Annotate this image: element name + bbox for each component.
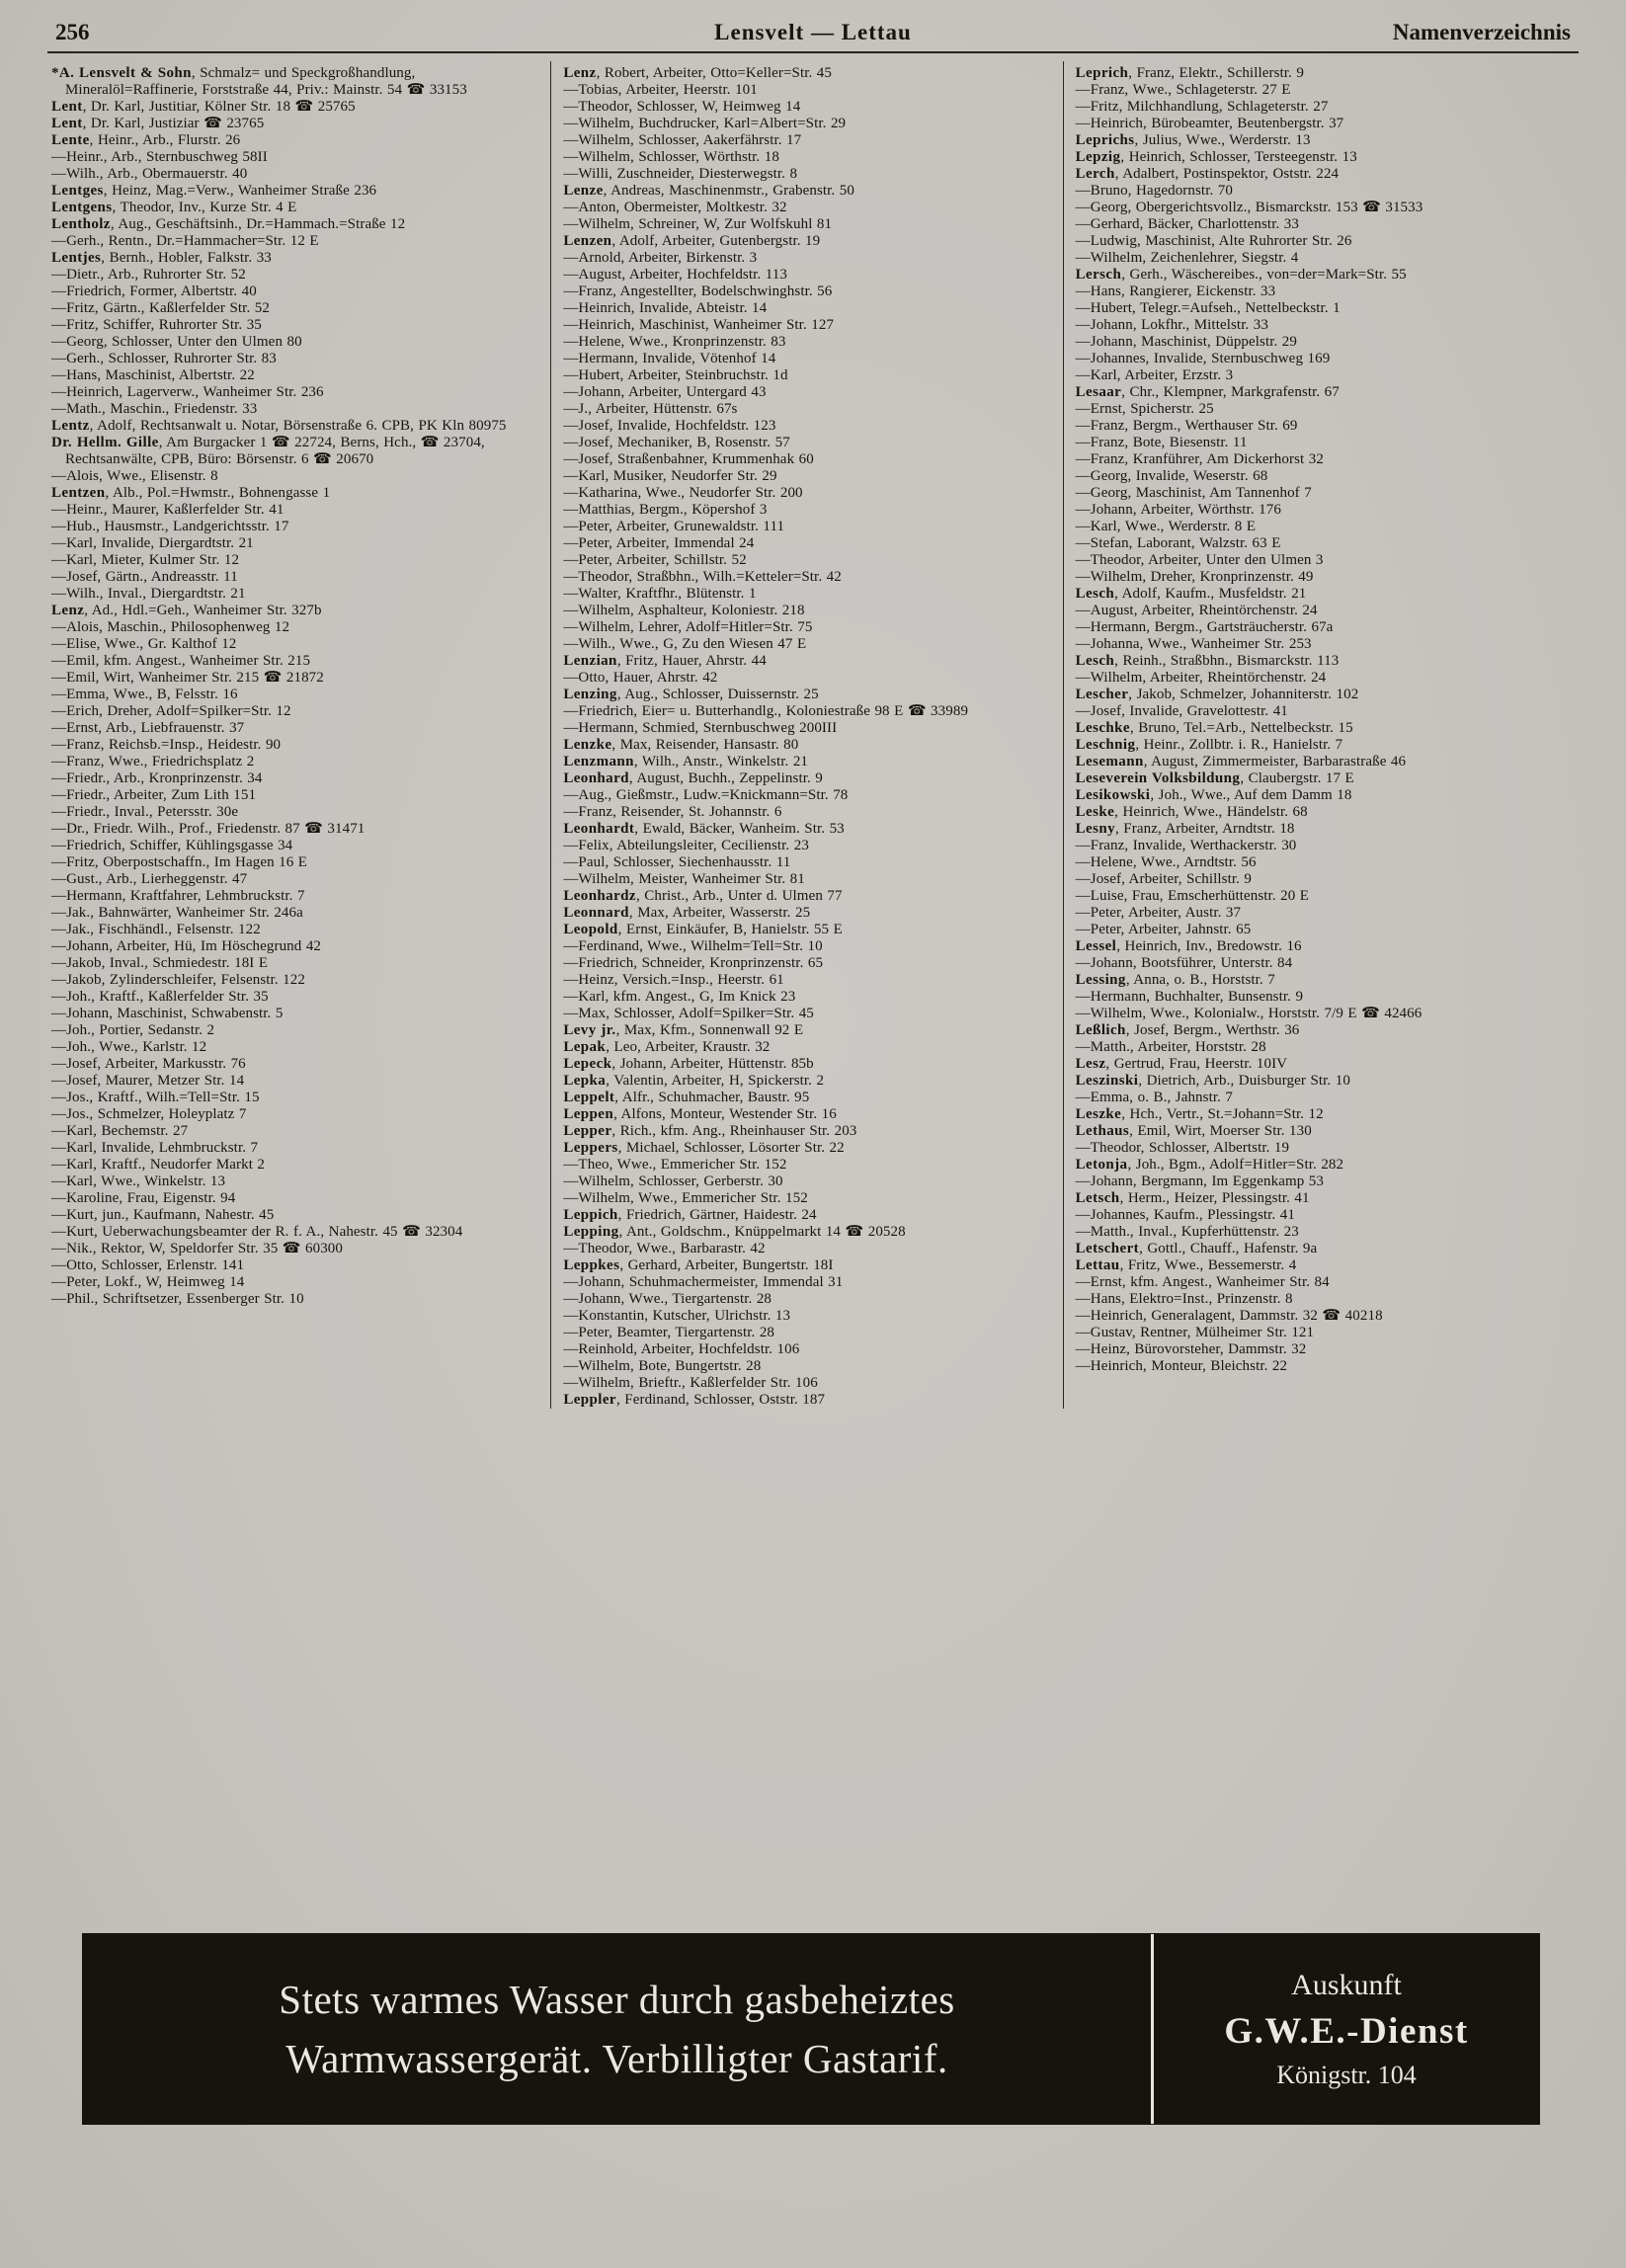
advertisement-banner [83, 1934, 1539, 2124]
directory-entry: Leppkes, Gerhard, Arbeiter, Bungertstr. 18I [563, 1257, 834, 1273]
directory-column-1 [51, 61, 550, 1409]
directory-entry: —Gerhard, Bäcker, Charlottenstr. 33 [1075, 216, 1299, 232]
directory-entry: —Max, Schlosser, Adolf=Spilker=Str. 45 [563, 1006, 814, 1021]
directory-entry: —Peter, Arbeiter, Austr. 37 [1075, 905, 1242, 921]
directory-entry: Leske, Heinrich, Wwe., Händelstr. 68 [1075, 804, 1308, 820]
directory-entry: Leppich, Friedrich, Gärtner, Haidestr. 24 [563, 1207, 817, 1223]
directory-entry: —Ernst, Spicherstr. 25 [1075, 401, 1214, 417]
directory-entry: —Josef, Arbeiter, Markusstr. 76 [51, 1056, 246, 1072]
header-rule [47, 51, 1579, 53]
directory-entry: —Johann, Arbeiter, Untergard 43 [563, 384, 767, 400]
directory-entry: —Ferdinand, Wwe., Wilhelm=Tell=Str. 10 [563, 938, 823, 954]
directory-entry: —Franz, Kranführer, Am Dickerhorst 32 [1075, 451, 1324, 467]
directory-entry: —Math., Maschin., Friedenstr. 33 [51, 401, 258, 417]
directory-entry: —Jak., Bahnwärter, Wanheimer Str. 246a [51, 905, 303, 921]
directory-entry: —Wilhelm, Asphalteur, Koloniestr. 218 [563, 603, 805, 618]
directory-entry: —Fritz, Schiffer, Ruhrorter Str. 35 [51, 317, 262, 333]
directory-entry: —Erich, Dreher, Adolf=Spilker=Str. 12 [51, 703, 291, 719]
directory-entry: *A. Lensvelt & Sohn, Schmalz= und Speckgroßhandlung, Mineralöl=Raffinerie, Forststraße 44, Priv.: Mainstr. 54 ☎ 33153 [51, 65, 467, 98]
directory-entry: Letsch, Herm., Heizer, Plessingstr. 41 [1075, 1190, 1310, 1206]
directory-entry: —Franz, Angestellter, Bodelschwinghstr. 56 [563, 284, 833, 299]
directory-entry: —Josef, Invalide, Hochfeldstr. 123 [563, 418, 776, 434]
directory-entry: —Josef, Mechaniker, B, Rosenstr. 57 [563, 435, 790, 450]
directory-columns [51, 61, 1575, 1409]
directory-entry: —Alois, Wwe., Elisenstr. 8 [51, 468, 218, 484]
directory-entry: Lepak, Leo, Arbeiter, Kraustr. 32 [563, 1039, 771, 1055]
directory-entry: —Gustav, Rentner, Mülheimer Str. 121 [1075, 1325, 1315, 1340]
directory-entry: —Johann, Bootsführer, Unterstr. 84 [1075, 955, 1293, 971]
directory-entry: —Nik., Rektor, W, Speldorfer Str. 35 ☎ 60300 [51, 1241, 344, 1256]
directory-entry: —Karl, Kraftf., Neudorfer Markt 2 [51, 1157, 266, 1173]
directory-entry: Leprichs, Julius, Wwe., Werderstr. 13 [1075, 132, 1311, 148]
directory-entry: Lenzen, Adolf, Arbeiter, Gutenbergstr. 19 [563, 233, 821, 249]
directory-entry: —Franz, Wwe., Friedrichsplatz 2 [51, 754, 255, 770]
directory-entry: —Karl, Invalide, Diergardtstr. 21 [51, 535, 254, 551]
directory-entry: —Emil, Wirt, Wanheimer Str. 215 ☎ 21872 [51, 670, 324, 686]
directory-entry: Letschert, Gottl., Chauff., Hafenstr. 9a [1075, 1241, 1318, 1256]
directory-entry: —Franz, Bergm., Werthauser Str. 69 [1075, 418, 1298, 434]
directory-entry: Letonja, Joh., Bgm., Adolf=Hitler=Str. 282 [1075, 1157, 1344, 1173]
directory-entry: Levy jr., Max, Kfm., Sonnenwall 92 E [563, 1022, 804, 1038]
section-label: Namenverzeichnis [1392, 20, 1571, 44]
ad-line-2: Warmwassergerät. Verbilligter Gastarif. [285, 2036, 948, 2081]
directory-entry: —Heinrich, Monteur, Bleichstr. 22 [1075, 1358, 1288, 1374]
directory-entry: Lettau, Fritz, Wwe., Bessemerstr. 4 [1075, 1257, 1297, 1273]
directory-column-3 [1063, 61, 1575, 1409]
directory-entry: —Otto, Schlosser, Erlenstr. 141 [51, 1257, 245, 1273]
directory-entry: —Johann, Arbeiter, Wörthstr. 176 [1075, 502, 1281, 518]
directory-entry: —Jos., Schmelzer, Holeyplatz 7 [51, 1106, 247, 1122]
directory-entry: —Fritz, Oberpostschaffn., Im Hagen 16 E [51, 854, 308, 870]
directory-entry: —Wilhelm, Bote, Bungertstr. 28 [563, 1358, 762, 1374]
directory-entry: —Josef, Gärtn., Andreasstr. 11 [51, 569, 238, 585]
directory-entry: —Theodor, Arbeiter, Unter den Ulmen 3 [1075, 552, 1324, 568]
directory-entry: —Joh., Wwe., Karlstr. 12 [51, 1039, 207, 1055]
directory-entry: Leppler, Ferdinand, Schlosser, Oststr. 187 [563, 1392, 826, 1408]
directory-entry: —Friedrich, Eier= u. Butterhandlg., Koloniestraße 98 E ☎ 33989 [563, 703, 969, 719]
directory-entry: Leppers, Michael, Schlosser, Lösorter Str. 22 [563, 1140, 845, 1156]
directory-entry: —Wilh., Wwe., G, Zu den Wiesen 47 E [563, 636, 807, 652]
directory-entry: Lesemann, August, Zimmermeister, Barbarastraße 46 [1075, 754, 1407, 770]
directory-entry: —Josef, Maurer, Metzer Str. 14 [51, 1073, 245, 1089]
directory-entry: —Franz, Reichsb.=Insp., Heidestr. 90 [51, 737, 282, 753]
directory-entry: Leppen, Alfons, Monteur, Westender Str. 16 [563, 1106, 837, 1122]
directory-entry: —Johannes, Kaufm., Plessingstr. 41 [1075, 1207, 1295, 1223]
directory-entry: —Wilhelm, Zeichenlehrer, Siegstr. 4 [1075, 250, 1299, 266]
directory-entry: —Ernst, Arb., Liebfrauenstr. 37 [51, 720, 245, 736]
ad-info-address: Königstr. 104 [1276, 2060, 1417, 2089]
directory-entry: —Georg, Invalide, Weserstr. 68 [1075, 468, 1268, 484]
ad-info-title: Auskunft [1291, 1968, 1402, 2001]
directory-entry: —Josef, Arbeiter, Schillstr. 9 [1075, 871, 1253, 887]
directory-entry: —Hermann, Schmied, Sternbuschweg 200III [563, 720, 838, 736]
directory-entry: —Wilhelm, Wwe., Kolonialw., Horststr. 7/9 E ☎ 42466 [1075, 1006, 1423, 1021]
directory-entry: —Hans, Maschinist, Albertstr. 22 [51, 367, 255, 383]
directory-entry: —Katharina, Wwe., Neudorfer Str. 200 [563, 485, 803, 501]
directory-entry: —Hermann, Bergm., Gartsträucherstr. 67a [1075, 619, 1334, 635]
directory-entry: —Heinz, Bürovorsteher, Dammstr. 32 [1075, 1341, 1307, 1357]
directory-entry: Lent, Dr. Karl, Justiziar ☎ 23765 [51, 116, 265, 131]
directory-entry: —Jakob, Zylinderschleifer, Felsenstr. 122 [51, 972, 305, 988]
directory-entry: —Wilhelm, Meister, Wanheimer Str. 81 [563, 871, 805, 887]
directory-entry: —Heinrich, Maschinist, Wanheimer Str. 127 [563, 317, 835, 333]
directory-entry: —Theodor, Straßbhn., Wilh.=Ketteler=Str. 42 [563, 569, 842, 585]
directory-entry: —Wilhelm, Lehrer, Adolf=Hitler=Str. 75 [563, 619, 813, 635]
directory-entry: Lenzian, Fritz, Hauer, Ahrstr. 44 [563, 653, 767, 669]
directory-entry: —Wilhelm, Dreher, Kronprinzenstr. 49 [1075, 569, 1314, 585]
directory-entry: —Heinr., Arb., Sternbuschweg 58II [51, 149, 268, 165]
directory-column-2 [550, 61, 1062, 1409]
directory-entry: —Matth., Arbeiter, Horststr. 28 [1075, 1039, 1266, 1055]
directory-entry: —Gust., Arb., Lierheggenstr. 47 [51, 871, 248, 887]
directory-entry: —Karl, Invalide, Lehmbruckstr. 7 [51, 1140, 259, 1156]
directory-entry: —Peter, Beamter, Tiergartenstr. 28 [563, 1325, 775, 1340]
directory-entry: —Wilhelm, Wwe., Emmericher Str. 152 [563, 1190, 808, 1206]
directory-entry: Leschnig, Heinr., Zollbtr. i. R., Hanielstr. 7 [1075, 737, 1343, 753]
directory-entry: Lente, Heinr., Arb., Flurstr. 26 [51, 132, 241, 148]
directory-entry: —Dietr., Arb., Ruhrorter Str. 52 [51, 267, 246, 283]
directory-entry: —Theodor, Wwe., Barbarastr. 42 [563, 1241, 766, 1256]
directory-entry: —Heinrich, Generalagent, Dammstr. 32 ☎ 40218 [1075, 1308, 1383, 1324]
directory-entry: —August, Arbeiter, Hochfeldstr. 113 [563, 267, 787, 283]
directory-entry: —Johann, Wwe., Tiergartenstr. 28 [563, 1291, 772, 1307]
directory-entry: Leonnard, Max, Arbeiter, Wasserstr. 25 [563, 905, 811, 921]
directory-entry: —Heinz, Versich.=Insp., Heerstr. 61 [563, 972, 784, 988]
directory-entry: —Franz, Reisender, St. Johannstr. 6 [563, 804, 782, 820]
directory-entry: Leprich, Franz, Elektr., Schillerstr. 9 [1075, 65, 1304, 81]
directory-entry: —Karl, Arbeiter, Erzstr. 3 [1075, 367, 1234, 383]
directory-entry: —Wilh., Inval., Diergardtstr. 21 [51, 586, 246, 602]
ad-line-1: Stets warmes Wasser durch gasbeheiztes [279, 1977, 955, 2022]
directory-entry: —Johanna, Wwe., Wanheimer Str. 253 [1075, 636, 1312, 652]
directory-entry: —Heinr., Maurer, Kaßlerfelder Str. 41 [51, 502, 285, 518]
directory-entry: Leschke, Bruno, Tel.=Arb., Nettelbeckstr. 15 [1075, 720, 1353, 736]
directory-entry: —Aug., Gießmstr., Ludw.=Knickmann=Str. 78 [563, 787, 849, 803]
directory-entry: —Karoline, Frau, Eigenstr. 94 [51, 1190, 236, 1206]
directory-entry: —Johann, Arbeiter, Hü, Im Höschegrund 42 [51, 938, 322, 954]
directory-entry: —Franz, Bote, Biesenstr. 11 [1075, 435, 1248, 450]
directory-entry: Lesz, Gertrud, Frau, Heerstr. 10IV [1075, 1056, 1288, 1072]
directory-entry: Leonhardz, Christ., Arb., Unter d. Ulmen 77 [563, 888, 843, 904]
directory-entry: —Matthias, Bergm., Köpershof 3 [563, 502, 768, 518]
directory-entry: —August, Arbeiter, Rheintörchenstr. 24 [1075, 603, 1318, 618]
directory-entry: —Phil., Schriftsetzer, Essenberger Str. 10 [51, 1291, 304, 1307]
directory-entry: —Johannes, Invalide, Sternbuschweg 169 [1075, 351, 1331, 366]
directory-entry: Lent, Dr. Karl, Justitiar, Kölner Str. 18 ☎ 25765 [51, 99, 356, 115]
directory-entry: —Hubert, Telegr.=Aufseh., Nettelbeckstr. 1 [1075, 300, 1341, 316]
directory-entry: Lentzen, Alb., Pol.=Hwmstr., Bohnengasse 1 [51, 485, 331, 501]
directory-entry: —Friedr., Arb., Kronprinzenstr. 34 [51, 770, 263, 786]
directory-entry: —Arnold, Arbeiter, Birkenstr. 3 [563, 250, 758, 266]
directory-entry: —Theodor, Schlosser, Albertstr. 19 [1075, 1140, 1290, 1156]
directory-entry: Leseverein Volksbildung, Claubergstr. 17 E [1075, 770, 1354, 786]
directory-entry: —Johann, Maschinist, Schwabenstr. 5 [51, 1006, 284, 1021]
directory-entry: —Georg, Schlosser, Unter den Ulmen 80 [51, 334, 302, 350]
directory-entry: —Wilh., Arb., Obermauerstr. 40 [51, 166, 248, 182]
directory-entry: Lepzig, Heinrich, Schlosser, Tersteegenstr. 13 [1075, 149, 1357, 165]
directory-entry: —Theodor, Schlosser, W, Heimweg 14 [563, 99, 801, 115]
directory-entry: —Franz, Wwe., Schlageterstr. 27 E [1075, 82, 1291, 98]
directory-entry: —Karl, Wwe., Winkelstr. 13 [51, 1174, 226, 1189]
directory-entry: Leonhardt, Ewald, Bäcker, Wanheim. Str. 53 [563, 821, 845, 837]
directory-entry: —Gerh., Rentn., Dr.=Hammacher=Str. 12 E [51, 233, 319, 249]
ad-info-name: G.W.E.-Dienst [1224, 2010, 1469, 2052]
page-header [0, 0, 1626, 51]
directory-entry: —Felix, Abteilungsleiter, Cecilienstr. 23 [563, 838, 809, 853]
directory-entry: —Friedrich, Schneider, Kronprinzenstr. 65 [563, 955, 824, 971]
directory-entry: —Friedr., Arbeiter, Zum Lith 151 [51, 787, 257, 803]
directory-entry: —Wilhelm, Schlosser, Wörthstr. 18 [563, 149, 779, 165]
directory-entry: Lesaar, Chr., Klempner, Markgrafenstr. 67 [1075, 384, 1340, 400]
directory-entry: Leppelt, Alfr., Schuhmacher, Baustr. 95 [563, 1090, 810, 1105]
directory-entry: —Hubert, Arbeiter, Steinbruchstr. 1d [563, 367, 788, 383]
directory-entry: Lenzing, Aug., Schlosser, Duissernstr. 25 [563, 687, 819, 702]
directory-entry: Lessing, Anna, o. B., Horststr. 7 [1075, 972, 1275, 988]
directory-entry: —Wilhelm, Schlosser, Aakerfährstr. 17 [563, 132, 802, 148]
directory-entry: —Peter, Lokf., W, Heimweg 14 [51, 1274, 245, 1290]
directory-entry: —Gerh., Schlosser, Ruhrorter Str. 83 [51, 351, 277, 366]
directory-entry: Leszinski, Dietrich, Arb., Duisburger Str. 10 [1075, 1073, 1350, 1089]
directory-entry: —Stefan, Laborant, Walzstr. 63 E [1075, 535, 1281, 551]
directory-entry: —Konstantin, Kutscher, Ulrichstr. 13 [563, 1308, 791, 1324]
directory-entry: Lenzke, Max, Reisender, Hansastr. 80 [563, 737, 799, 753]
directory-entry: Lenze, Andreas, Maschinenmstr., Grabenstr. 50 [563, 183, 854, 199]
directory-entry: —Heinrich, Lagerverw., Wanheimer Str. 236 [51, 384, 324, 400]
directory-entry: Lenz, Ad., Hdl.=Geh., Wanheimer Str. 327b [51, 603, 322, 618]
directory-entry: Lentjes, Bernh., Hobler, Falkstr. 33 [51, 250, 272, 266]
directory-entry: Lenzmann, Wilh., Anstr., Winkelstr. 21 [563, 754, 809, 770]
page-title: Lensvelt — Lettau [714, 20, 912, 44]
directory-entry: Dr. Hellm. Gille, Am Burgacker 1 ☎ 22724, Berns, Hch., ☎ 23704, Rechtsanwälte, CPB, Büro: Börsenstr. 6 ☎ 20670 [51, 435, 485, 467]
directory-entry: —Peter, Arbeiter, Immendal 24 [563, 535, 755, 551]
directory-entry: —Emma, Wwe., B, Felsstr. 16 [51, 687, 238, 702]
directory-entry: Lepeck, Johann, Arbeiter, Hüttenstr. 85b [563, 1056, 814, 1072]
ad-contact-block [1151, 1934, 1539, 2124]
directory-entry: —Johann, Maschinist, Düppelstr. 29 [1075, 334, 1298, 350]
directory-entry: —Jak., Fischhändl., Felsenstr. 122 [51, 922, 261, 937]
directory-entry: —Karl, Mieter, Kulmer Str. 12 [51, 552, 240, 568]
directory-entry: Lentges, Heinz, Mag.=Verw., Wanheimer Straße 236 [51, 183, 377, 199]
directory-entry: —Fritz, Gärtn., Kaßlerfelder Str. 52 [51, 300, 270, 316]
directory-entry: Leszke, Hch., Vertr., St.=Johann=Str. 12 [1075, 1106, 1324, 1122]
directory-entry: —Hans, Elektro=Inst., Prinzenstr. 8 [1075, 1291, 1293, 1307]
directory-entry: —Joh., Kraftf., Kaßlerfelder Str. 35 [51, 989, 269, 1005]
directory-entry: Lerch, Adalbert, Postinspektor, Oststr. 224 [1075, 166, 1340, 182]
directory-entry: —J., Arbeiter, Hüttenstr. 67s [563, 401, 738, 417]
directory-entry: Lenz, Robert, Arbeiter, Otto=Keller=Str. 45 [563, 65, 833, 81]
directory-entry: —Alois, Maschin., Philosophenweg 12 [51, 619, 290, 635]
directory-entry: —Theo, Wwe., Emmericher Str. 152 [563, 1157, 787, 1173]
directory-entry: —Heinrich, Bürobeamter, Beutenbergstr. 37 [1075, 116, 1344, 131]
directory-entry: —Anton, Obermeister, Moltkestr. 32 [563, 200, 787, 215]
directory-entry: —Dr., Friedr. Wilh., Prof., Friedenstr. 87 ☎ 31471 [51, 821, 366, 837]
directory-entry: —Josef, Straßenbahner, Krummenhak 60 [563, 451, 814, 467]
directory-entry: —Friedrich, Former, Albertstr. 40 [51, 284, 257, 299]
directory-entry: —Franz, Invalide, Werthackerstr. 30 [1075, 838, 1297, 853]
directory-entry: —Peter, Arbeiter, Schillstr. 52 [563, 552, 747, 568]
directory-entry: —Elise, Wwe., Gr. Kalthof 12 [51, 636, 237, 652]
directory-entry: —Luise, Frau, Emscherhüttenstr. 20 E [1075, 888, 1310, 904]
directory-entry: Leonhard, August, Buchh., Zeppelinstr. 9 [563, 770, 823, 786]
directory-entry: Leßlich, Josef, Bergm., Werthstr. 36 [1075, 1022, 1300, 1038]
directory-entry: —Emma, o. B., Jahnstr. 7 [1075, 1090, 1234, 1105]
directory-entry: —Karl, kfm. Angest., G, Im Knick 23 [563, 989, 796, 1005]
directory-entry: —Hans, Rangierer, Eickenstr. 33 [1075, 284, 1276, 299]
directory-entry: —Jakob, Inval., Schmiedestr. 18I E [51, 955, 269, 971]
directory-entry: —Wilhelm, Arbeiter, Rheintörchenstr. 24 [1075, 670, 1327, 686]
directory-entry: Lesikowski, Joh., Wwe., Auf dem Damm 18 [1075, 787, 1352, 803]
directory-entry: —Peter, Arbeiter, Grunewaldstr. 111 [563, 519, 785, 534]
directory-entry: —Matth., Inval., Kupferhüttenstr. 23 [1075, 1224, 1299, 1240]
directory-entry: —Johann, Schuhmachermeister, Immendal 31 [563, 1274, 844, 1290]
directory-entry: —Wilhelm, Buchdrucker, Karl=Albert=Str. 29 [563, 116, 847, 131]
directory-entry: —Helene, Wwe., Kronprinzenstr. 83 [563, 334, 786, 350]
directory-entry: —Jos., Kraftf., Wilh.=Tell=Str. 15 [51, 1090, 260, 1105]
directory-entry: —Emil, kfm. Angest., Wanheimer Str. 215 [51, 653, 311, 669]
directory-entry: —Wilhelm, Brieftr., Kaßlerfelder Str. 106 [563, 1375, 818, 1391]
directory-entry: —Hermann, Invalide, Vötenhof 14 [563, 351, 776, 366]
directory-entry: —Peter, Arbeiter, Jahnstr. 65 [1075, 922, 1252, 937]
directory-entry: Lesch, Adolf, Kaufm., Musfeldstr. 21 [1075, 586, 1307, 602]
ad-text-block [83, 1934, 1151, 2124]
directory-entry: Lessel, Heinrich, Inv., Bredowstr. 16 [1075, 938, 1302, 954]
directory-entry: —Friedr., Inval., Petersstr. 30e [51, 804, 239, 820]
directory-entry: —Willi, Zuschneider, Diesterwegstr. 8 [563, 166, 798, 182]
directory-entry: —Georg, Maschinist, Am Tannenhof 7 [1075, 485, 1312, 501]
directory-entry: —Josef, Invalide, Gravelottestr. 41 [1075, 703, 1288, 719]
directory-entry: —Ludwig, Maschinist, Alte Ruhrorter Str. 26 [1075, 233, 1352, 249]
directory-entry: Lepka, Valentin, Arbeiter, H, Spickerstr. 2 [563, 1073, 825, 1089]
directory-entry: Lethaus, Emil, Wirt, Moerser Str. 130 [1075, 1123, 1312, 1139]
directory-entry: —Friedrich, Schiffer, Kühlingsgasse 34 [51, 838, 293, 853]
directory-entry: —Helene, Wwe., Arndtstr. 56 [1075, 854, 1257, 870]
directory-entry: —Hub., Hausmstr., Landgerichtsstr. 17 [51, 519, 289, 534]
directory-entry: Lesny, Franz, Arbeiter, Arndtstr. 18 [1075, 821, 1295, 837]
directory-entry: Lescher, Jakob, Schmelzer, Johanniterstr. 102 [1075, 687, 1359, 702]
directory-entry: Lepper, Rich., kfm. Ang., Rheinhauser Str. 203 [563, 1123, 857, 1139]
directory-entry: —Otto, Hauer, Ahrstr. 42 [563, 670, 718, 686]
directory-entry: —Karl, Wwe., Werderstr. 8 E [1075, 519, 1257, 534]
directory-entry: Lentz, Adolf, Rechtsanwalt u. Notar, Börsenstraße 6. CPB, PK Kln 80975 [51, 418, 507, 434]
directory-entry: —Wilhelm, Schlosser, Gerberstr. 30 [563, 1174, 783, 1189]
directory-entry: —Karl, Bechemstr. 27 [51, 1123, 189, 1139]
directory-entry: —Johann, Lokfhr., Mittelstr. 33 [1075, 317, 1268, 333]
directory-entry: —Hermann, Buchhalter, Bunsenstr. 9 [1075, 989, 1304, 1005]
directory-entry: —Walter, Kraftfhr., Blütenstr. 1 [563, 586, 757, 602]
directory-entry: —Wilhelm, Schreiner, W, Zur Wolfskuhl 81 [563, 216, 833, 232]
directory-entry: —Paul, Schlosser, Siechenhausstr. 11 [563, 854, 791, 870]
directory-entry: Lesch, Reinh., Straßbhn., Bismarckstr. 113 [1075, 653, 1340, 669]
directory-entry: —Kurt, Ueberwachungsbeamter der R. f. A., Nahestr. 45 ☎ 32304 [51, 1224, 463, 1240]
directory-entry: —Kurt, jun., Kaufmann, Nahestr. 45 [51, 1207, 275, 1223]
directory-entry: —Johann, Bergmann, Im Eggenkamp 53 [1075, 1174, 1324, 1189]
directory-entry: —Reinhold, Arbeiter, Hochfeldstr. 106 [563, 1341, 800, 1357]
directory-entry: —Joh., Portier, Sedanstr. 2 [51, 1022, 215, 1038]
directory-entry: —Fritz, Milchhandlung, Schlageterstr. 27 [1075, 99, 1329, 115]
directory-entry: —Tobias, Arbeiter, Heerstr. 101 [563, 82, 758, 98]
directory-entry: —Georg, Obergerichtsvollz., Bismarckstr. 153 ☎ 31533 [1075, 200, 1423, 215]
directory-entry: —Ernst, kfm. Angest., Wanheimer Str. 84 [1075, 1274, 1330, 1290]
directory-entry: Lepping, Ant., Goldschm., Knüppelmarkt 14 ☎ 20528 [563, 1224, 906, 1240]
directory-entry: —Karl, Musiker, Neudorfer Str. 29 [563, 468, 777, 484]
page-number: 256 [55, 20, 90, 44]
directory-entry: Leopold, Ernst, Einkäufer, B, Hanielstr. 55 E [563, 922, 843, 937]
directory-entry: —Heinrich, Invalide, Abteistr. 14 [563, 300, 768, 316]
directory-entry: Lentholz, Aug., Geschäftsinh., Dr.=Hammach.=Straße 12 [51, 216, 406, 232]
directory-entry: Lersch, Gerh., Wäschereibes., von=der=Mark=Str. 55 [1075, 267, 1407, 283]
directory-entry: Lentgens, Theodor, Inv., Kurze Str. 4 E [51, 200, 297, 215]
directory-entry: —Bruno, Hagedornstr. 70 [1075, 183, 1233, 199]
directory-entry: —Hermann, Kraftfahrer, Lehmbruckstr. 7 [51, 888, 305, 904]
